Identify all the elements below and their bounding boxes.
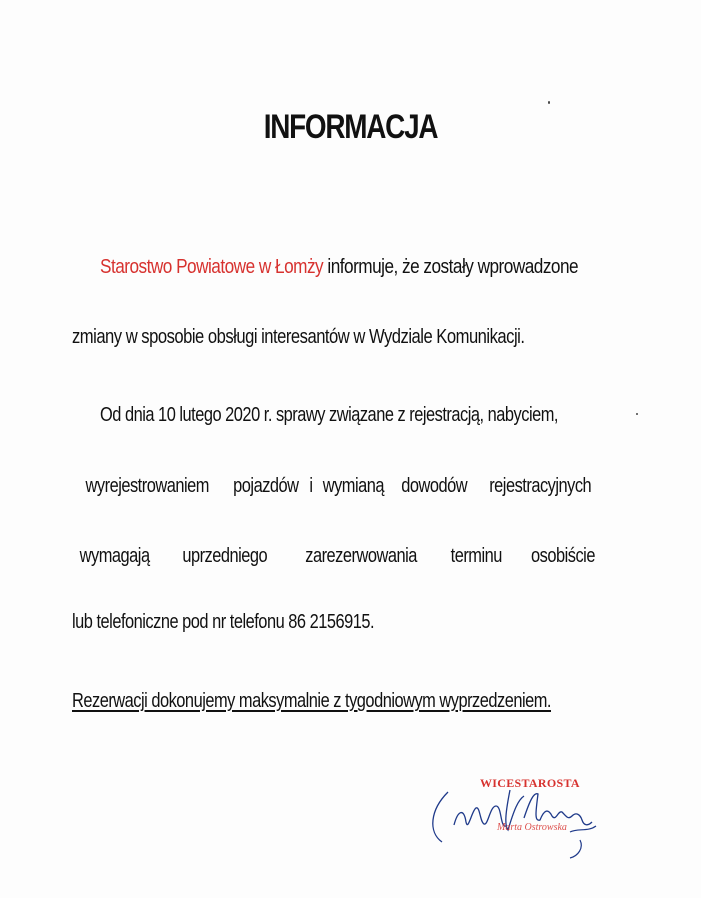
paragraph2-line1: Od dnia 10 lutego 2020 r. sprawy związane z rejestracją, nabyciem, bbox=[100, 404, 558, 426]
office-name: Starostwo Powiatowe w Łomży bbox=[100, 256, 324, 278]
word: osobiście bbox=[531, 545, 595, 567]
handwritten-signature bbox=[420, 770, 610, 865]
word: i bbox=[309, 475, 313, 497]
word: wyrejestrowaniem bbox=[85, 475, 209, 497]
paragraph1-line1 bbox=[100, 256, 579, 279]
scan-speck bbox=[548, 101, 550, 104]
word: dowodów bbox=[401, 475, 468, 497]
paragraph2-line2 bbox=[72, 475, 602, 498]
document-title: INFORMACJA bbox=[263, 108, 438, 146]
word: wymianą bbox=[322, 475, 384, 497]
paragraph2-line3 bbox=[72, 545, 602, 568]
word: zarezerwowania bbox=[305, 545, 417, 567]
word: rejestracyjnych bbox=[488, 475, 591, 497]
scan-speck bbox=[636, 413, 638, 415]
paragraph2-line4: lub telefoniczne pod nr telefonu 86 2156915. bbox=[72, 611, 375, 633]
paragraph1-line2: zmiany w sposobie obsługi interesantów w Wydziale Komunikacji. bbox=[72, 326, 525, 348]
word: wymagają bbox=[79, 545, 150, 567]
word: terminu bbox=[450, 545, 503, 567]
word: pojazdów bbox=[232, 475, 299, 497]
paragraph1-line1-rest: informuje, że zostały wprowadzone bbox=[323, 256, 579, 278]
reservation-notice: Rezerwacji dokonujemy maksymalnie z tygodniowym wyprzedzeniem. bbox=[72, 690, 552, 712]
word: uprzedniego bbox=[182, 545, 268, 567]
stamp-name: Marta Ostrowska bbox=[497, 822, 567, 833]
stamp-title: WICESTAROSTA bbox=[480, 776, 580, 790]
